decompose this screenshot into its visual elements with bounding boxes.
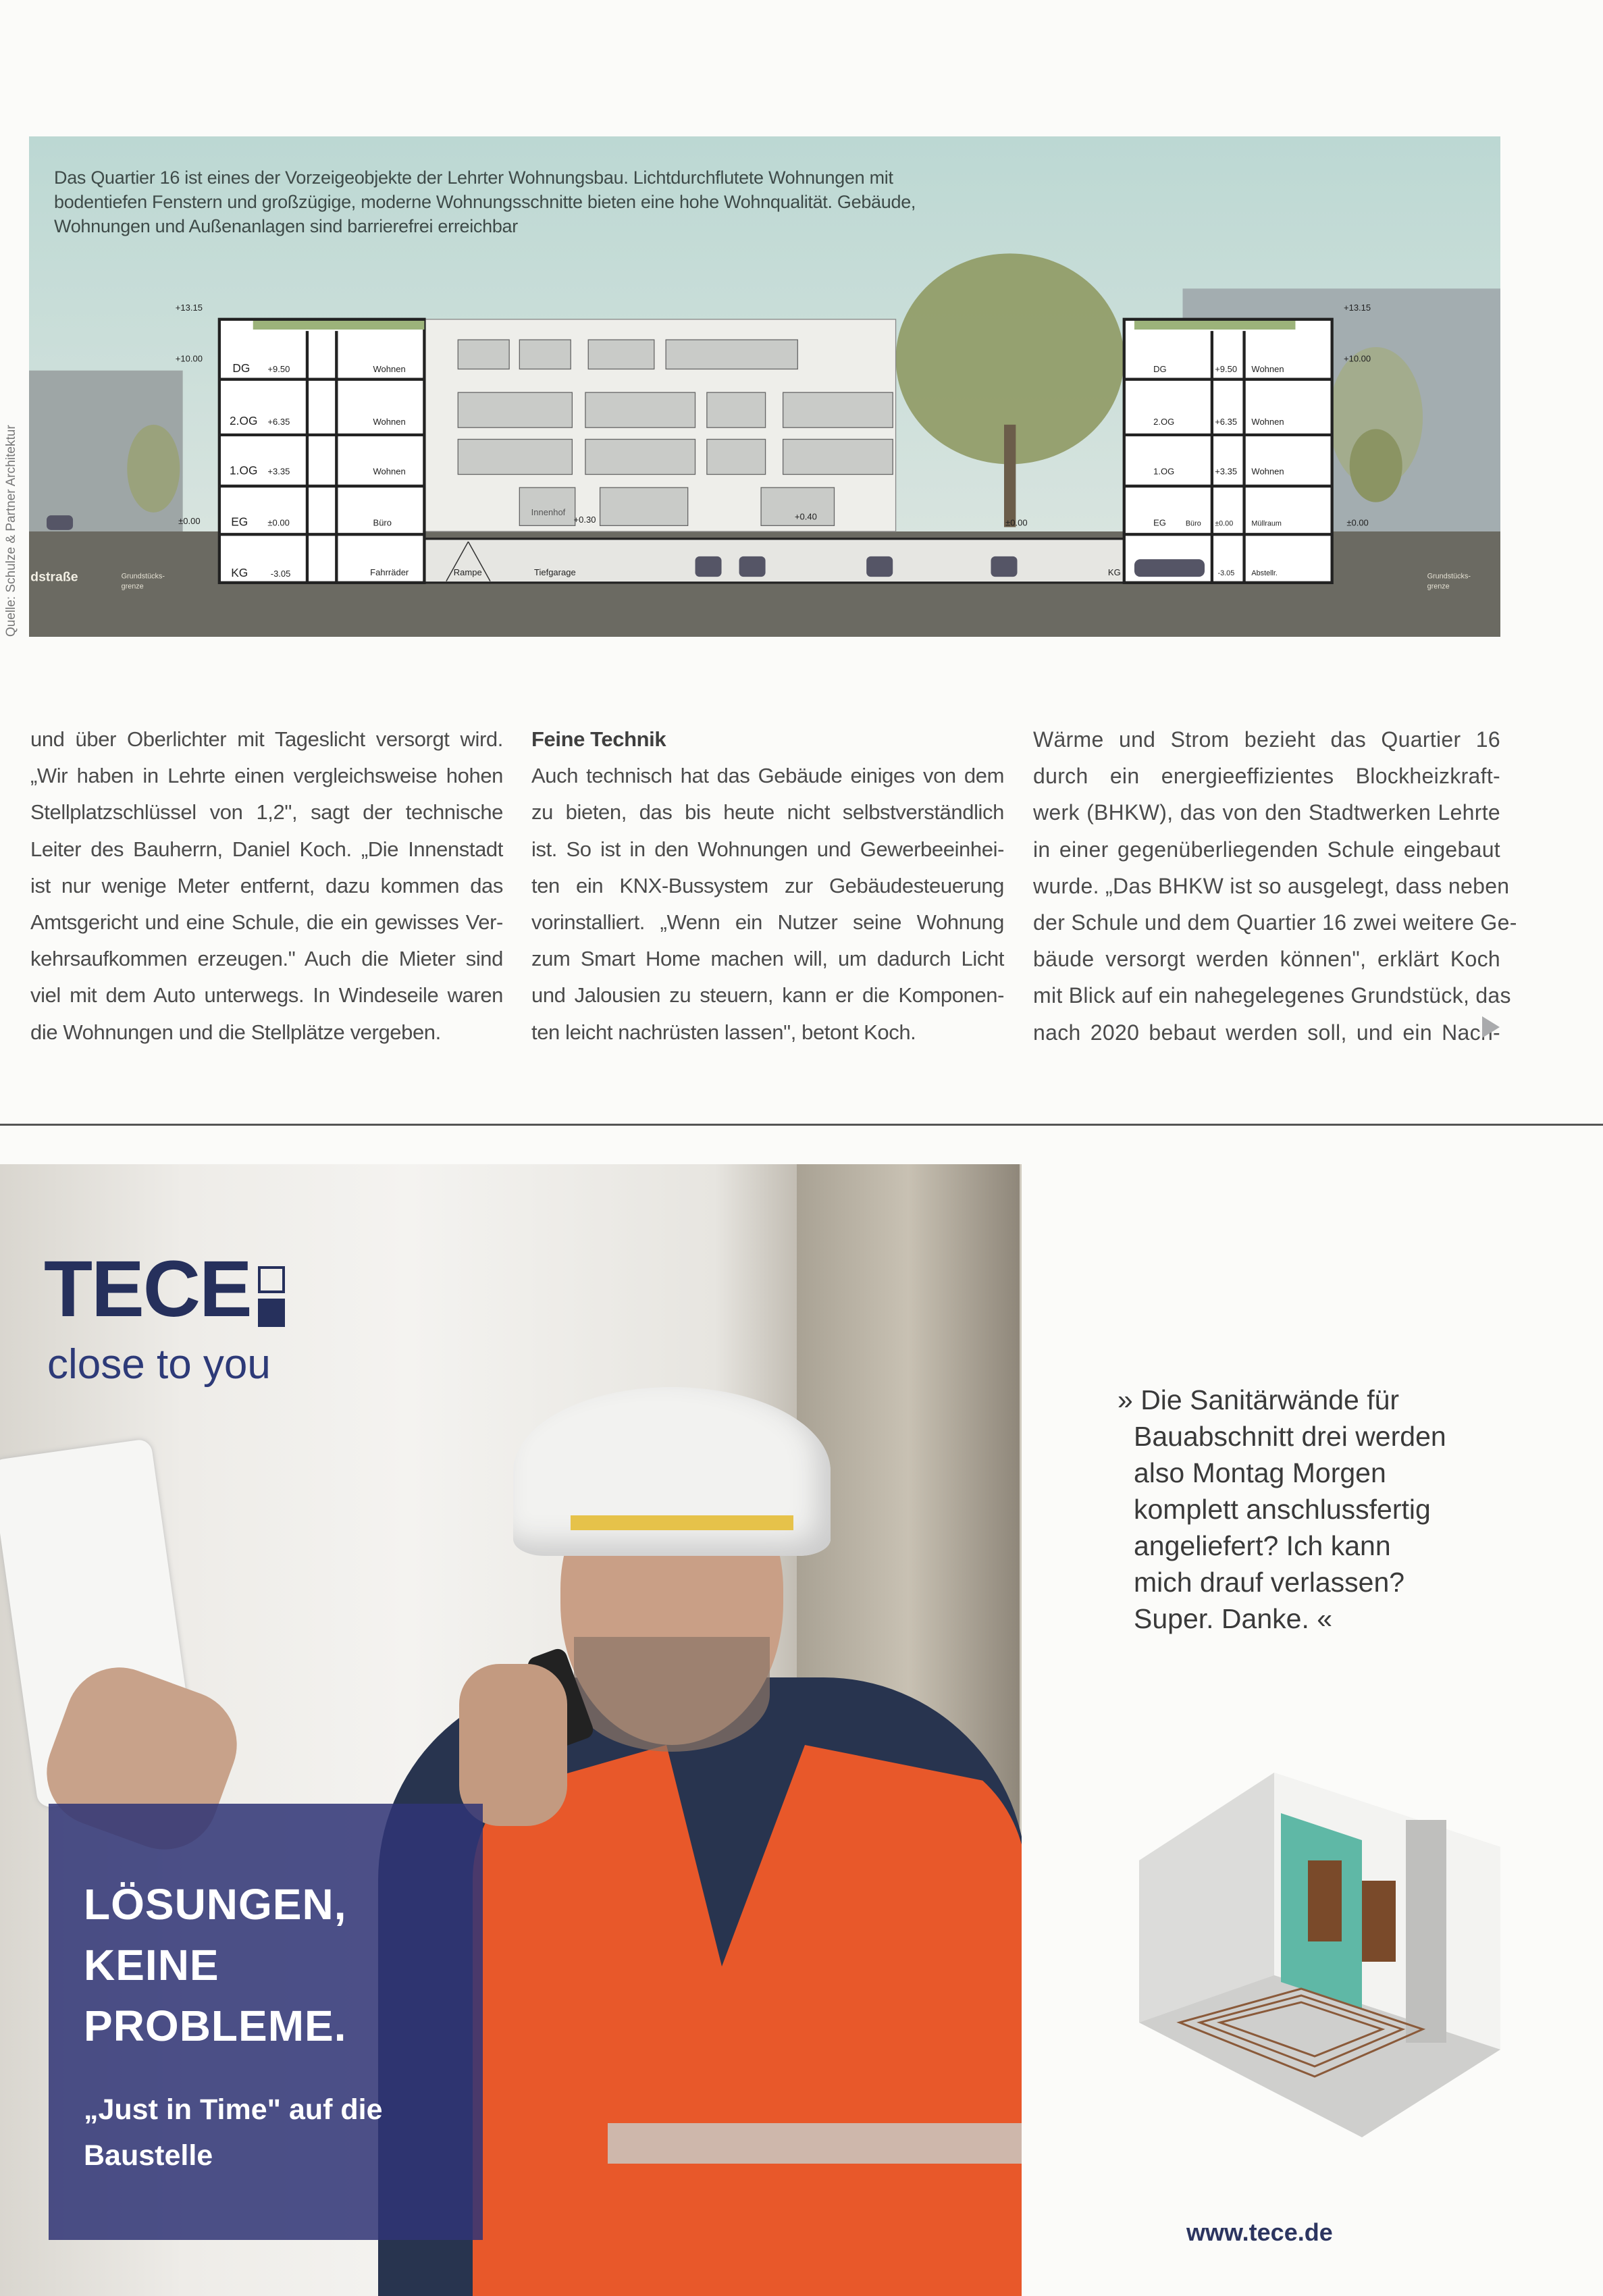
- article-column-1: [30, 721, 503, 1051]
- article-column-2: [531, 721, 1004, 1051]
- elevation-label: +9.50: [1215, 363, 1238, 374]
- tree: [1350, 429, 1402, 502]
- tree: [127, 425, 180, 513]
- ad-quote: [1118, 1382, 1446, 1637]
- ad-headline: [84, 1874, 346, 2056]
- text-line: vorinstalliert. „Wenn ein Nutzer seine Wohnung: [531, 910, 1004, 934]
- text-line: wurde. „Das BHKW ist so ausgelegt, dass neben: [1033, 873, 1510, 898]
- text-line: Amtsgericht und eine Schule, die ein gewisses Ver-: [30, 910, 503, 934]
- elevation-label: +9.50: [267, 363, 290, 374]
- floor-label: 1.OG: [230, 463, 258, 477]
- text-line: Wärme und Strom bezieht das Quartier 16: [1033, 727, 1500, 752]
- floor-label: KG: [231, 566, 248, 580]
- text-line: „Wir haben in Lehrte einen vergleichsweise hohen: [30, 764, 503, 788]
- elevation-label: ±0.00: [1346, 517, 1369, 528]
- elevation-label: ±0.00: [267, 517, 290, 528]
- room-label: Wohnen: [1251, 416, 1284, 427]
- headline-line: KEINE: [84, 1941, 219, 1989]
- right-section: [1124, 319, 1332, 583]
- text-line: der Schule und dem Quartier 16 zwei weitere Ge-: [1033, 910, 1517, 935]
- elevation-label: +3.35: [267, 466, 290, 477]
- elevation-label: +10.00: [175, 353, 203, 364]
- left-section: [219, 319, 425, 583]
- text-line: werk (BHKW), das von den Stadtwerken Lehrte: [1033, 800, 1500, 825]
- quote-line: komplett anschlussfertig: [1134, 1494, 1431, 1525]
- text-line: in einer gegenüberliegenden Schule eingebaut: [1033, 837, 1500, 862]
- plot-boundary-label: Grundstücks-: [1427, 572, 1471, 581]
- room-label: Müllraum: [1251, 519, 1282, 528]
- elevation-label: +13.15: [1344, 302, 1371, 313]
- floor-label: KG: [1107, 567, 1121, 577]
- floor-label: DG: [232, 361, 251, 375]
- continue-arrow-icon: [1482, 1016, 1500, 1038]
- text-line: zum Smart Home machen will, um dadurch Licht: [531, 947, 1004, 971]
- headline-line: PROBLEME.: [84, 2002, 347, 2050]
- elevation-label: +6.35: [1215, 416, 1238, 427]
- room-label: Büro: [373, 517, 392, 528]
- room-label: Wohnen: [1251, 363, 1284, 374]
- plot-boundary-label: Grundstücks-: [121, 572, 165, 581]
- underground-garage: [424, 539, 1124, 583]
- room-label: Fahrräder: [370, 567, 409, 577]
- text-line: und über Oberlichter mit Tageslicht versorgt wird.: [30, 727, 503, 751]
- text-line: bäude versorgt werden können", erklärt Koch: [1033, 947, 1500, 972]
- room-label: Abstellr.: [1251, 569, 1278, 577]
- elevation-label: +3.35: [1215, 466, 1238, 477]
- text-line: Leiter des Bauherrn, Daniel Koch. „Die Innenstadt: [30, 837, 503, 861]
- room-label: Wohnen: [373, 363, 406, 374]
- elevation-label: +13.15: [175, 302, 203, 313]
- text-line: durch ein energieeffizientes Blockheizkraft-: [1033, 764, 1500, 789]
- ad-subheadline: [84, 2087, 383, 2178]
- elevation-label: ±0.00: [1215, 519, 1234, 528]
- image-source-credit: Quelle: Schulze & Partner Architektur: [4, 425, 18, 637]
- floor-label: 1.OG: [1153, 466, 1175, 477]
- headline-line: LÖSUNGEN,: [84, 1880, 347, 1929]
- text-line: ten ein KNX-Bussystem zur Gebäudesteuerung: [531, 873, 1004, 897]
- elevation-label: -3.05: [270, 569, 291, 579]
- courtyard-label: Innenhof: [531, 507, 566, 518]
- text-line: und Jalousien zu steuern, kann er die Komponen-: [531, 983, 1004, 1008]
- elevation-label: +0.30: [573, 515, 596, 525]
- figure-caption: Das Quartier 16 ist eines der Vorzeigeobjekte der Lehrter Wohnungsbau. Lichtdurchflutete Wohnungen mit bodentiefen Fenstern und großzügige, moderne Wohnungsschnitte bieten eine hohe Wohnqualität. Gebäude, Wohnungen und Außenanlagen sind barrierefrei erreichbar: [54, 167, 916, 236]
- elevation-label: ±0.00: [1005, 517, 1028, 528]
- elevation-label: +0.40: [794, 511, 817, 522]
- quote-line: angeliefert? Ich kann: [1134, 1530, 1391, 1561]
- elevation-label: +6.35: [267, 416, 290, 427]
- text-line: Stellplatzschlüssel von 1,2", sagt der technische: [30, 800, 503, 825]
- quote-line: Bauabschnitt drei werden: [1134, 1421, 1446, 1452]
- tece-logo: TECE: [44, 1245, 251, 1334]
- plot-boundary-label: grenze: [1427, 582, 1450, 591]
- text-line: zu bieten, das bis heute nicht selbstverständlich: [531, 800, 1004, 825]
- text-line: ten leicht nachrüsten lassen", betont Koch.: [531, 1020, 916, 1044]
- website-link[interactable]: www.tece.de: [1186, 2218, 1333, 2246]
- street-label: dstraße: [30, 569, 78, 585]
- sanitary-wall-product-image: [1139, 1725, 1500, 2137]
- plot-boundary-label: grenze: [121, 582, 144, 591]
- brand-tagline: close to you: [47, 1341, 271, 1388]
- elevation-label: -3.05: [1217, 569, 1235, 577]
- quote-line: also Montag Morgen: [1134, 1457, 1386, 1488]
- floor-label: 2.OG: [1153, 416, 1175, 427]
- floor-label: EG: [1153, 517, 1166, 528]
- elevation-label: +10.00: [1344, 353, 1371, 364]
- text-line: Auch technisch hat das Gebäude einiges von dem: [531, 764, 1004, 788]
- quote-line: mich drauf verlassen?: [1134, 1567, 1405, 1598]
- section-heading: Feine Technik: [531, 727, 666, 751]
- floor-label: DG: [1153, 363, 1167, 374]
- quote-line: » Die Sanitärwände für: [1118, 1384, 1400, 1415]
- hard-hat: [513, 1387, 831, 1556]
- text-line: die Wohnungen und die Stellplätze vergeben.: [30, 1020, 441, 1044]
- floor-label: 2.OG: [230, 413, 258, 427]
- room-label: Büro: [1185, 519, 1201, 528]
- divider: [0, 1124, 1603, 1126]
- quote-line: Super. Danke. «: [1134, 1603, 1333, 1634]
- subheadline-line: Baustelle: [84, 2139, 213, 2172]
- text-line: nach 2020 bebaut werden soll, und ein Nach-: [1033, 1020, 1500, 1045]
- room-label: Wohnen: [373, 466, 406, 477]
- article-column-3: [1033, 721, 1517, 1051]
- text-line: viel mit dem Auto unterwegs. In Windeseile waren: [30, 983, 503, 1008]
- text-line: ist. So ist in den Wohnungen und Gewerbeeinhei-: [531, 837, 1004, 861]
- floor-label: EG: [231, 515, 248, 529]
- text-line: mit Blick auf ein nahegelegenes Grundstück, das: [1033, 983, 1511, 1008]
- text-line: kehrsaufkommen erzeugen." Auch die Mieter sind: [30, 947, 503, 971]
- room-label: Wohnen: [373, 416, 406, 427]
- tece-logo-mark-icon: [258, 1266, 285, 1327]
- elevation-label: ±0.00: [178, 516, 201, 527]
- room-label: Rampe: [453, 567, 482, 577]
- room-label: Tiefgarage: [534, 567, 576, 577]
- subheadline-line: „Just in Time" auf die: [84, 2093, 383, 2126]
- room-label: Wohnen: [1251, 466, 1284, 477]
- text-line: ist nur wenige Meter entfernt, dazu kommen das: [30, 873, 503, 897]
